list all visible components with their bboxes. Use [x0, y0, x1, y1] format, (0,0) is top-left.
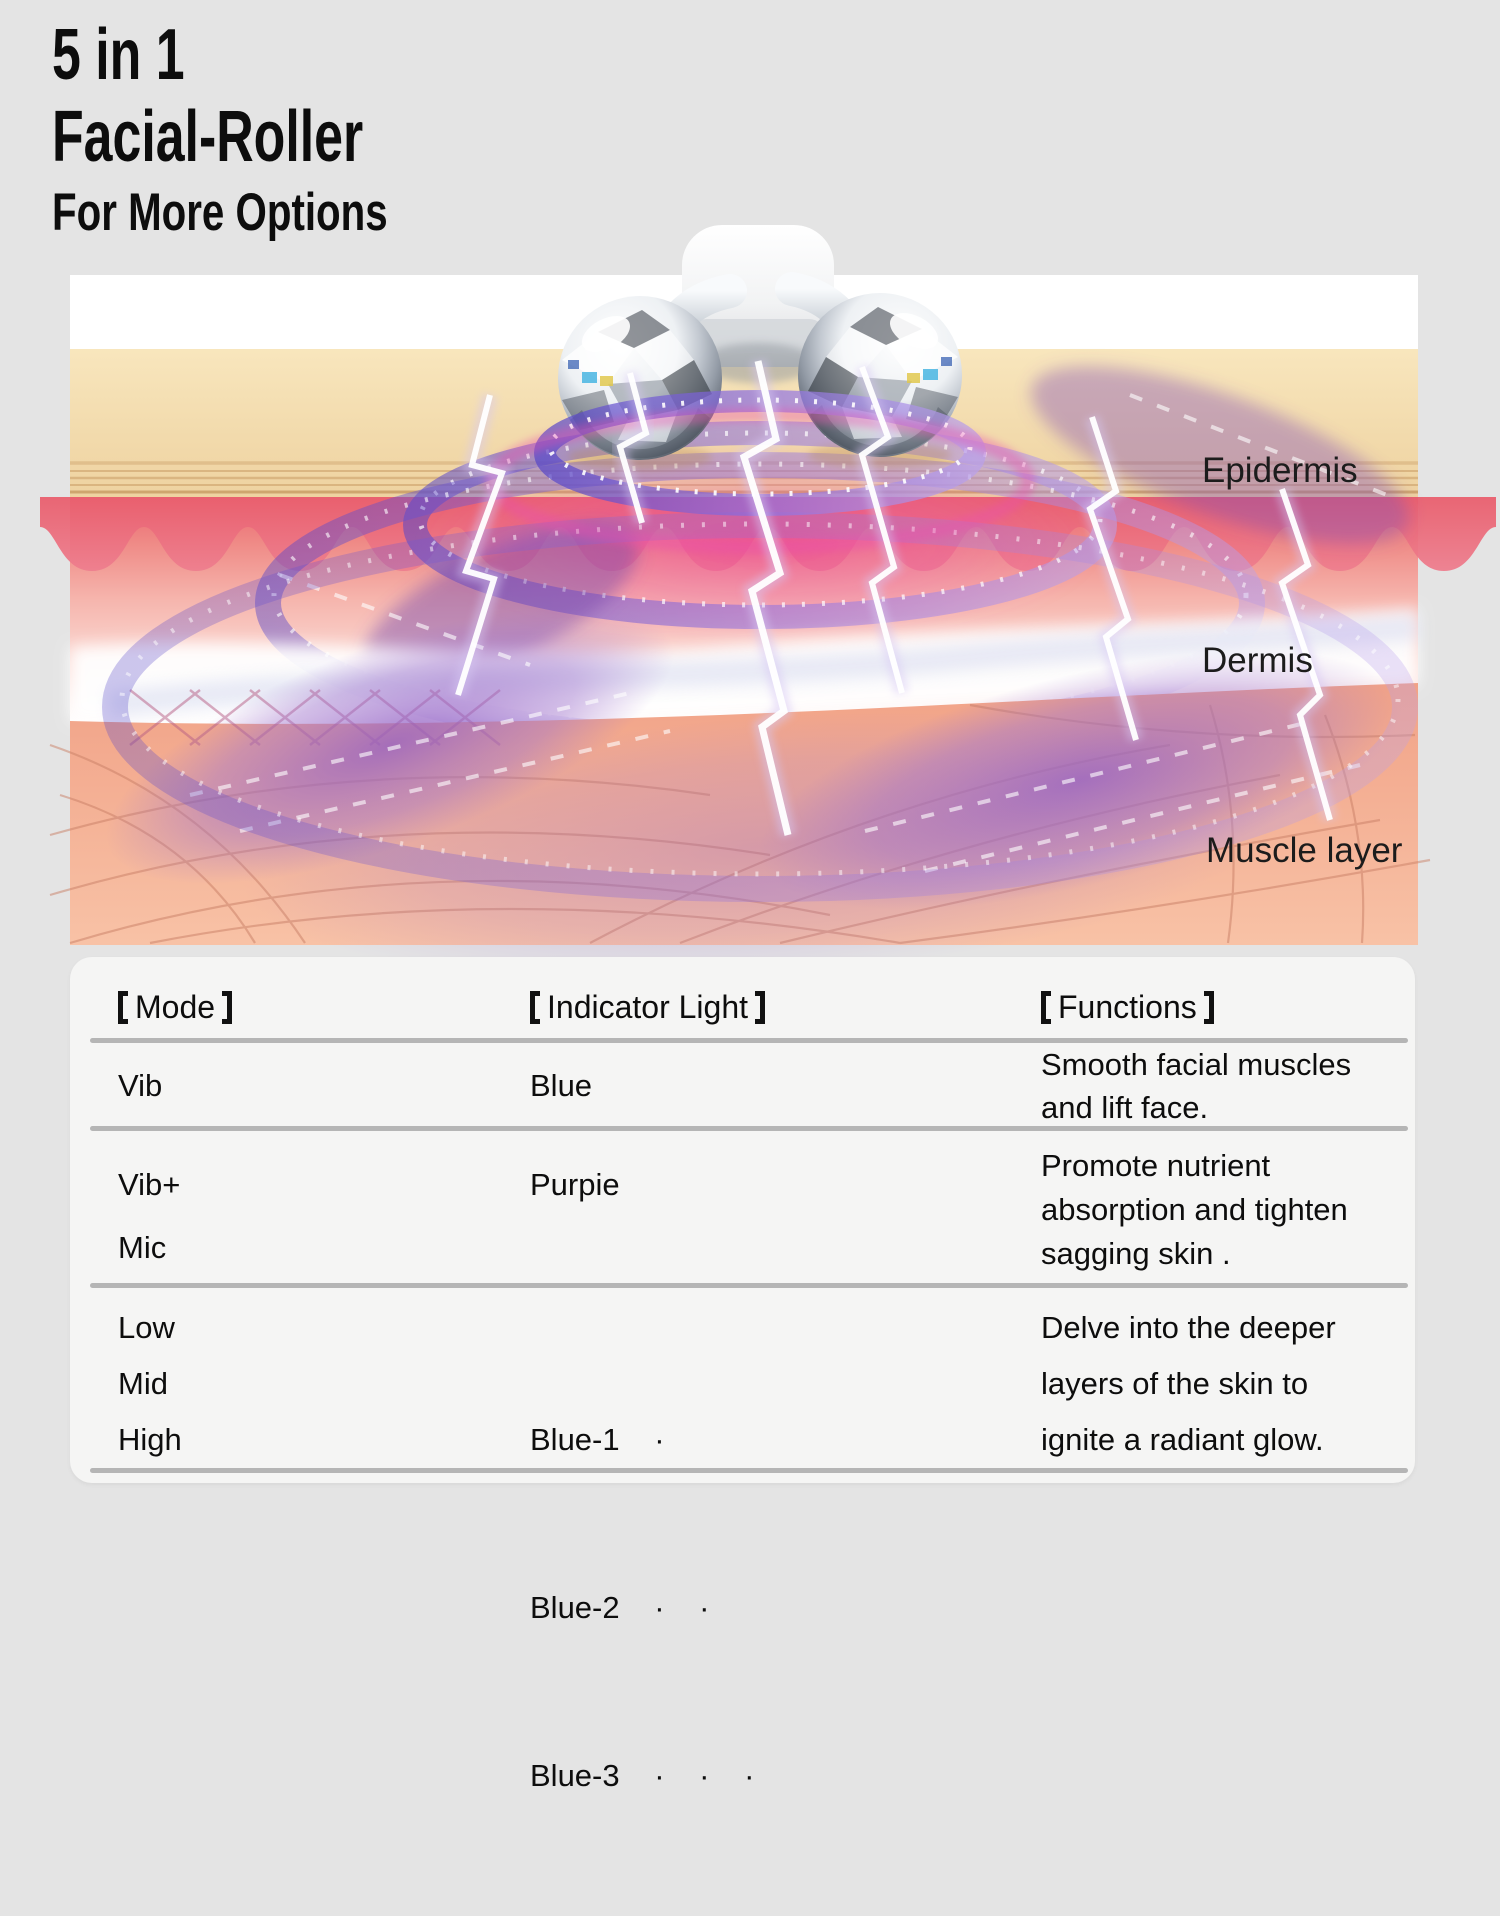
indicator-value: Blue: [530, 1068, 593, 1103]
indicator-cell: [530, 1153, 1041, 1283]
table-row-low-mid-high: [70, 1288, 1415, 1793]
indicator-cell: [530, 1043, 1041, 1129]
bracket-right-icon: [1204, 991, 1214, 1024]
header-functions: [1041, 989, 1415, 1026]
bracket-right-icon: [755, 991, 765, 1024]
bracket-left-icon: [530, 991, 540, 1024]
indicator-value: Purpie: [530, 1167, 620, 1202]
header-functions-label: Functions: [1058, 989, 1197, 1025]
subtitle: For More Options: [52, 183, 388, 242]
skin-diagram-panel: [70, 275, 1418, 945]
indicator-value: Blue-3 · · ·: [530, 1758, 755, 1793]
table-header-row: [70, 957, 1415, 1038]
function-line: ignite a radiant glow.: [1041, 1422, 1324, 1457]
function-line: Promote nutrient: [1041, 1148, 1271, 1183]
label-epidermis: Epidermis: [1202, 451, 1358, 490]
indicator-cell: [530, 1300, 1041, 1916]
mode-table: [70, 957, 1415, 1793]
mode-value: Mid: [118, 1366, 168, 1401]
bracket-left-icon: [118, 991, 128, 1024]
mode-cell: [118, 1300, 530, 1916]
functions-cell: [1041, 1300, 1415, 1916]
header-indicator-light: [530, 989, 1041, 1026]
title-line-1: 5 in 1: [52, 15, 185, 95]
mode-value: Vib: [118, 1068, 163, 1103]
table-row-vib: [70, 1043, 1415, 1126]
header-mode: [118, 989, 530, 1026]
indicator-value: Blue-2 · ·: [530, 1590, 710, 1625]
header-indicator-label: Indicator Light: [547, 989, 749, 1025]
mode-value: Mic: [118, 1230, 167, 1265]
function-line: Smooth facial muscles: [1041, 1047, 1352, 1082]
label-muscle-layer: Muscle layer: [1206, 831, 1403, 870]
mode-value: Vib+: [118, 1167, 181, 1202]
mode-cell: [118, 1153, 530, 1283]
function-line: and lift face.: [1041, 1090, 1209, 1125]
function-line: absorption and tighten: [1041, 1192, 1348, 1227]
function-line: sagging skin .: [1041, 1236, 1231, 1271]
mode-cell: [118, 1043, 530, 1129]
functions-cell: [1041, 1144, 1415, 1283]
label-dermis: Dermis: [1202, 641, 1313, 680]
bracket-left-icon: [1041, 991, 1051, 1024]
table-row-vib-mic: [70, 1131, 1415, 1283]
function-line: Delve into the deeper: [1041, 1310, 1336, 1345]
indicator-value: Blue-1 ·: [530, 1422, 665, 1457]
header-mode-label: Mode: [135, 989, 216, 1025]
functions-cell: [1041, 1043, 1415, 1129]
mode-value: Low: [118, 1310, 175, 1345]
mode-value: High: [118, 1422, 182, 1457]
title-line-2: Facial-Roller: [52, 97, 364, 177]
bracket-right-icon: [222, 991, 232, 1024]
function-line: layers of the skin to: [1041, 1366, 1309, 1401]
